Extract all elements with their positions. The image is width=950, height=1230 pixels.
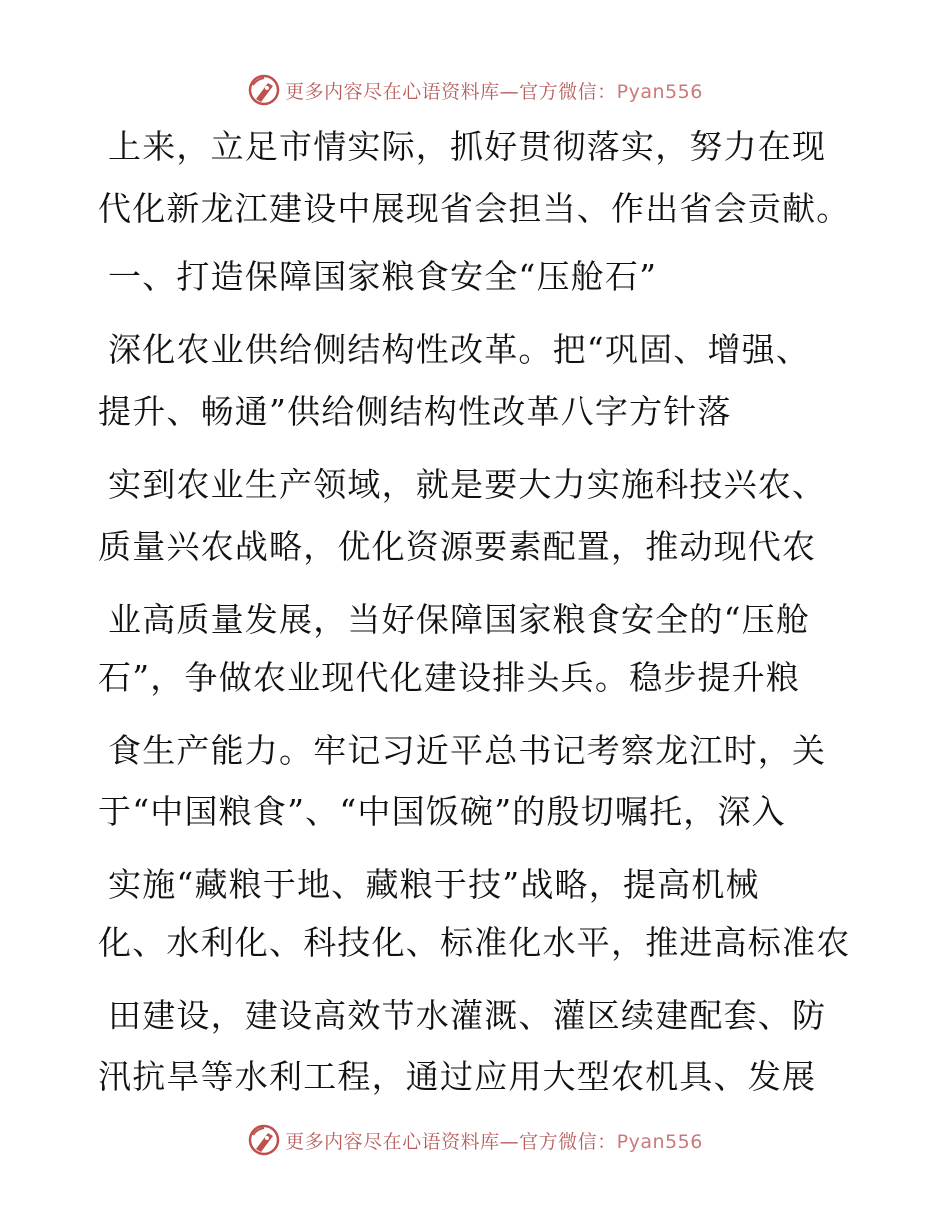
section-heading: 一、打造保障国家粮食安全“压舱石” (108, 257, 658, 296)
body-line-8: 业高质量发展，当好保障国家粮食安全的“压舱 (108, 600, 811, 639)
body-line-2: 代化新龙江建设中展现省会担当、作出省会贡献。 (98, 189, 851, 228)
body-line-15: 汛抗旱等水利工程，通过应用大型农机具、发展 (98, 1057, 817, 1096)
pen-nib-logo-icon (247, 73, 281, 107)
body-line-11: 于“中国粮食”、“中国饭碗”的殷切嘱托，深入 (98, 792, 786, 831)
body-line-5: 提升、畅通”供给侧结构性改革八字方针落 (98, 392, 732, 431)
body-line-6: 实到农业生产领域，就是要大力实施科技兴农、 (108, 465, 827, 504)
header-banner-text: 更多内容尽在心语资料库—官方微信：Pyan556 (285, 80, 703, 103)
body-line-14: 田建设，建设高效节水灌溉、灌区续建配套、防 (108, 996, 827, 1035)
body-line-7: 质量兴农战略，优化资源要素配置，推动现代农 (98, 527, 817, 566)
body-line-4: 深化农业供给侧结构性改革。把“巩固、增强、 (108, 330, 811, 369)
body-line-10: 食生产能力。牢记习近平总书记考察龙江时，关 (108, 731, 827, 770)
footer-wechat-id: Pyan556 (616, 1130, 703, 1153)
footer-banner (0, 1120, 950, 1160)
footer-banner-text: 更多内容尽在心语资料库—官方微信：Pyan556 (285, 1130, 703, 1153)
body-line-13: 化、水利化、科技化、标准化水平，推进高标准农 (98, 923, 851, 962)
body-line-12: 实施“藏粮于地、藏粮于技”战略，提高机械 (108, 865, 760, 904)
header-banner (0, 70, 950, 110)
body-line-9: 石”，争做农业现代化建设排头兵。稳步提升粮 (98, 658, 801, 697)
pen-nib-logo-icon (247, 1123, 281, 1157)
body-line-1: 上来，立足市情实际，抓好贯彻落实，努力在现 (108, 127, 827, 166)
header-wechat-id: Pyan556 (616, 80, 703, 103)
